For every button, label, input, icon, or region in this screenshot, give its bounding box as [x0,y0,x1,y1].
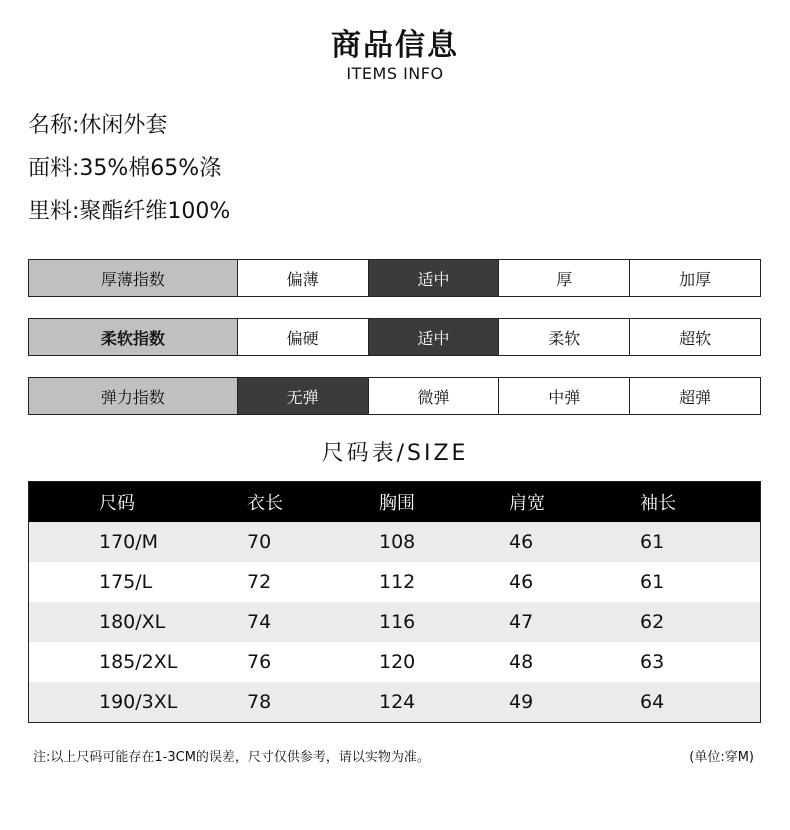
disclaimer-note: 注:以上尺码可能存在1-3CM的误差，尺寸仅供参考，请以实物为准。 [33,750,430,765]
rating-option: 微弹 [368,378,499,414]
rating-option: 厚 [498,260,629,296]
cell-shoulder: 47 [509,611,534,633]
rating-elasticity [28,377,761,415]
cell-sleeve: 62 [640,611,665,633]
table-row [29,682,760,722]
cell-length: 70 [247,531,272,553]
size-table-header [29,482,760,522]
cell-size: 190/3XL [99,691,178,713]
header-chest: 胸围 [379,493,415,514]
unit-note: (单位:穿M) [689,750,754,765]
cell-length: 76 [247,651,272,673]
cell-size: 180/XL [99,611,166,633]
info-name: 名称:休闲外套 [28,113,168,138]
rating-option-selected: 适中 [368,319,499,355]
rating-option: 加厚 [629,260,760,296]
table-row [29,642,760,682]
cell-shoulder: 46 [509,571,534,593]
cell-chest: 124 [379,691,416,713]
table-row [29,602,760,642]
cell-chest: 120 [379,651,416,673]
cell-length: 78 [247,691,272,713]
rating-softness [28,318,761,356]
rating-option: 偏薄 [237,260,368,296]
rating-option-selected: 适中 [368,260,499,296]
cell-size: 170/M [99,531,159,553]
rating-option-selected: 无弹 [237,378,368,414]
rating-option: 中弹 [498,378,629,414]
rating-option: 柔软 [498,319,629,355]
rating-option: 超软 [629,319,760,355]
size-chart-title: 尺码表/SIZE [321,441,469,466]
page-subtitle: ITEMS INFO [346,64,444,83]
cell-length: 72 [247,571,272,593]
cell-shoulder: 49 [509,691,534,713]
rating-option: 偏硬 [237,319,368,355]
rating-label: 厚薄指数 [29,260,237,296]
cell-chest: 112 [379,571,416,593]
page-title: 商品信息 [331,28,459,63]
info-fabric: 面料:35%棉65%涤 [28,156,222,181]
size-table [28,481,761,723]
header-sleeve: 袖长 [640,493,676,514]
cell-chest: 116 [379,611,416,633]
cell-shoulder: 48 [509,651,534,673]
table-row [29,522,760,562]
header-shoulder: 肩宽 [509,493,545,514]
table-row [29,562,760,602]
cell-size: 175/L [99,571,153,593]
cell-size: 185/2XL [99,651,178,673]
cell-shoulder: 46 [509,531,534,553]
rating-thickness [28,259,761,297]
cell-sleeve: 61 [640,571,665,593]
info-lining: 里料:聚酯纤维100% [28,199,231,224]
cell-length: 74 [247,611,272,633]
rating-label: 弹力指数 [29,378,237,414]
rating-label: 柔软指数 [29,319,237,355]
header-length: 衣长 [247,493,283,514]
rating-option: 超弹 [629,378,760,414]
cell-sleeve: 64 [640,691,665,713]
cell-sleeve: 63 [640,651,665,673]
cell-chest: 108 [379,531,416,553]
header-size: 尺码 [99,493,135,514]
cell-sleeve: 61 [640,531,665,553]
